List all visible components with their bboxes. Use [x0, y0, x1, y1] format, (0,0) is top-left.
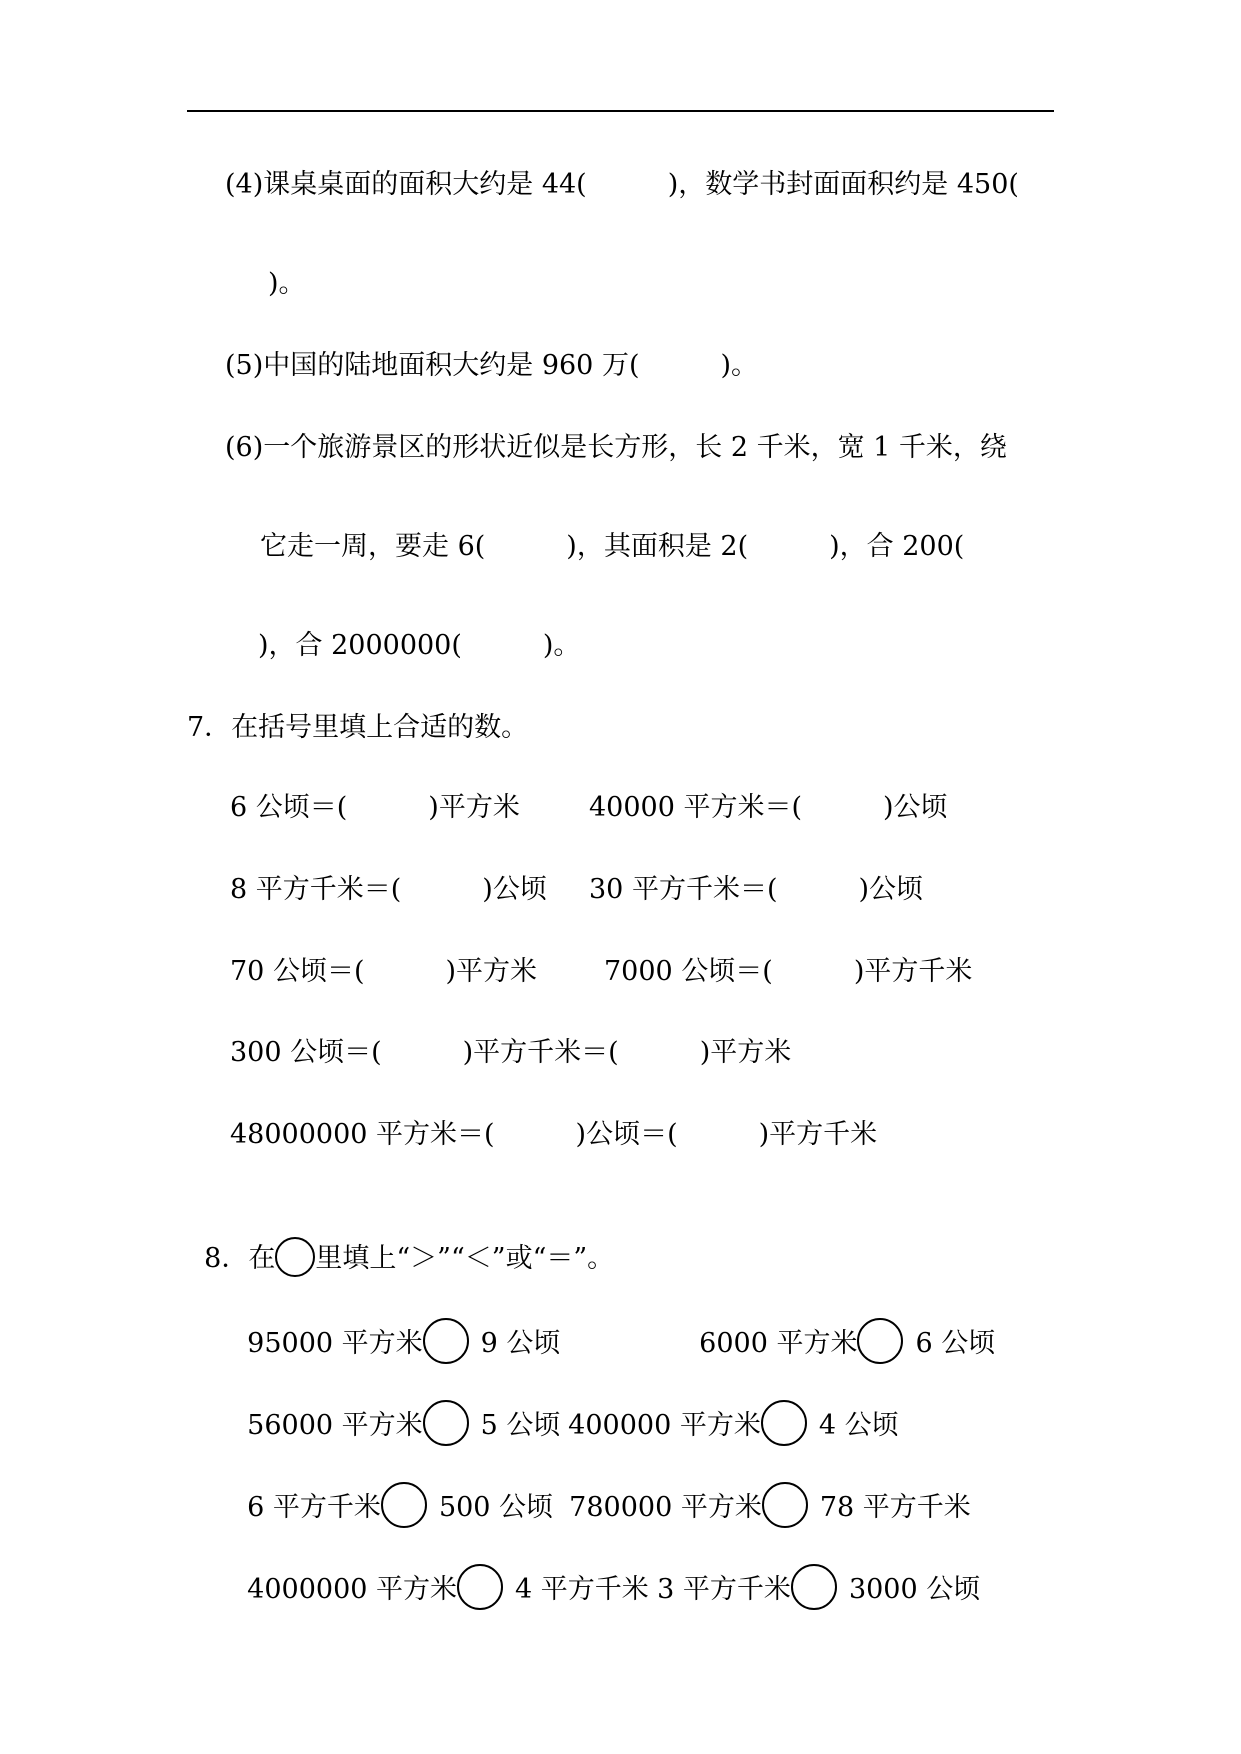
- q8-row2-b-left: 400000 平方米: [568, 1410, 761, 1441]
- q6-item4-line2: )。: [268, 268, 306, 299]
- q8-row1-b-right: 6 公顷: [915, 1328, 996, 1359]
- q8-row4-b-left: 3 平方千米: [657, 1574, 791, 1605]
- answer-circle[interactable]: [762, 1482, 808, 1528]
- q8-row4-b: [640, 1530, 980, 1610]
- q7-row2-b: 30 平方千米＝( )公顷: [589, 874, 924, 905]
- q6-item6-line3: )，合 2000000( )。: [258, 630, 581, 661]
- answer-circle[interactable]: [761, 1400, 807, 1446]
- q8-title-before: 8．在: [204, 1243, 276, 1274]
- q8-row1-b: [682, 1284, 995, 1364]
- q8-row3-b-left: 780000 平方米: [569, 1492, 762, 1523]
- q8-row1-a-right: 9 公顷: [480, 1328, 561, 1359]
- answer-circle[interactable]: [423, 1318, 469, 1364]
- q8-row2-a-left: 56000 平方米: [247, 1410, 423, 1441]
- q7-title: 7．在括号里填上合适的数。: [187, 712, 529, 743]
- q8-row3-a-right: 500 公顷: [438, 1492, 554, 1523]
- q8-row2-b: [551, 1366, 899, 1446]
- q8-row3-b: [552, 1448, 971, 1528]
- answer-circle[interactable]: [381, 1482, 427, 1528]
- q7-row1-b: 40000 平方米＝( )公顷: [589, 792, 948, 823]
- answer-circle[interactable]: [857, 1318, 903, 1364]
- answer-circle[interactable]: [423, 1400, 469, 1446]
- q7-row4-a: 300 公顷＝( )平方千米＝( )平方米: [230, 1037, 792, 1068]
- q7-row2-a: 8 平方千米＝( )公顷: [230, 874, 547, 905]
- q7-row3-b: 7000 公顷＝( )平方千米: [604, 956, 973, 987]
- q8-row2-a: [230, 1366, 560, 1446]
- q7-row3-a: 70 公顷＝( )平方米: [230, 956, 538, 987]
- answer-circle[interactable]: [791, 1564, 837, 1610]
- q8-row3-a: [230, 1448, 553, 1528]
- q8-row2-b-right: 4 公顷: [818, 1410, 899, 1441]
- q7-row5-a: 48000000 平方米＝( )公顷＝( )平方千米: [230, 1119, 878, 1150]
- q8-row3-a-left: 6 平方千米: [247, 1492, 381, 1523]
- q8-row3-b-right: 78 平方千米: [819, 1492, 971, 1523]
- q8-row1-a-left: 95000 平方米: [247, 1328, 423, 1359]
- q8-title: [187, 1203, 614, 1277]
- compare-circle-icon: [275, 1237, 315, 1277]
- q8-row4-a-right: 4 平方千米: [515, 1574, 649, 1605]
- q6-item5: (5)中国的陆地面积大约是 960 万( )。: [225, 350, 759, 381]
- q6-item4-line1: (4)课桌桌面的面积大约是 44( )，数学书封面面积约是 450(: [225, 169, 1019, 200]
- header-rule: [187, 110, 1054, 112]
- q8-row2-a-right: 5 公顷: [480, 1410, 561, 1441]
- q8-row1-b-left: 6000 平方米: [699, 1328, 858, 1359]
- q6-item6-line1: (6)一个旅游景区的形状近似是长方形，长 2 千米，宽 1 千米，绕: [225, 432, 1007, 463]
- q7-row1-a: 6 公顷＝( )平方米: [230, 792, 520, 823]
- answer-circle[interactable]: [457, 1564, 503, 1610]
- q8-row4-a-left: 4000000 平方米: [247, 1574, 458, 1605]
- q6-item6-line2: 它走一周，要走 6( )，其面积是 2( )，合 200(: [260, 531, 965, 562]
- q8-row4-b-right: 3000 公顷: [848, 1574, 981, 1605]
- q8-row1-a: [230, 1284, 560, 1364]
- q8-title-after: 里填上“＞”“＜”或“＝”。: [315, 1243, 615, 1274]
- q8-row4-a: [230, 1530, 649, 1610]
